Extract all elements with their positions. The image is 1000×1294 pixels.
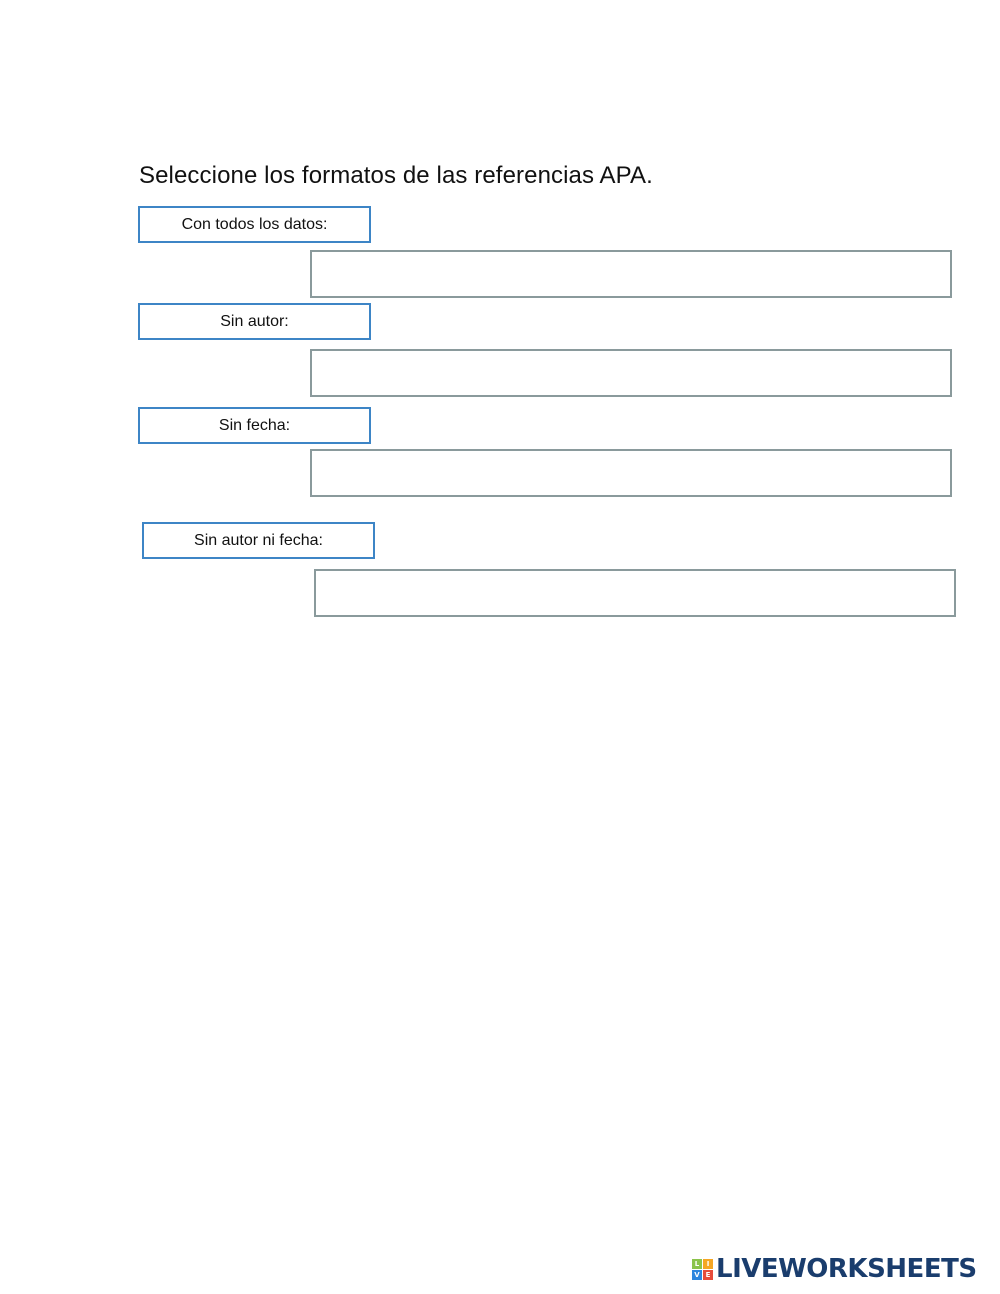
logo-text: LIVEWORKSHEETS: [716, 1254, 977, 1284]
logo-tile-l: L: [692, 1259, 702, 1269]
answer-field-sin-autor-ni-fecha[interactable]: [314, 569, 956, 617]
logo-tile-i: I: [703, 1259, 713, 1269]
worksheet-title: Seleccione los formatos de las referencias APA.: [139, 162, 653, 189]
liveworksheets-logo: [692, 1255, 977, 1283]
logo-tile-v: V: [692, 1270, 702, 1280]
label-con-todos-los-datos: Con todos los datos:: [138, 206, 371, 243]
answer-field-sin-fecha[interactable]: [310, 449, 952, 497]
liveworksheets-logo-icon: [692, 1259, 713, 1280]
answer-field-con-todos-los-datos[interactable]: [310, 250, 952, 298]
label-sin-autor-ni-fecha: Sin autor ni fecha:: [142, 522, 375, 559]
logo-tile-e: E: [703, 1270, 713, 1280]
label-sin-fecha: Sin fecha:: [138, 407, 371, 444]
answer-field-sin-autor[interactable]: [310, 349, 952, 397]
label-sin-autor: Sin autor:: [138, 303, 371, 340]
